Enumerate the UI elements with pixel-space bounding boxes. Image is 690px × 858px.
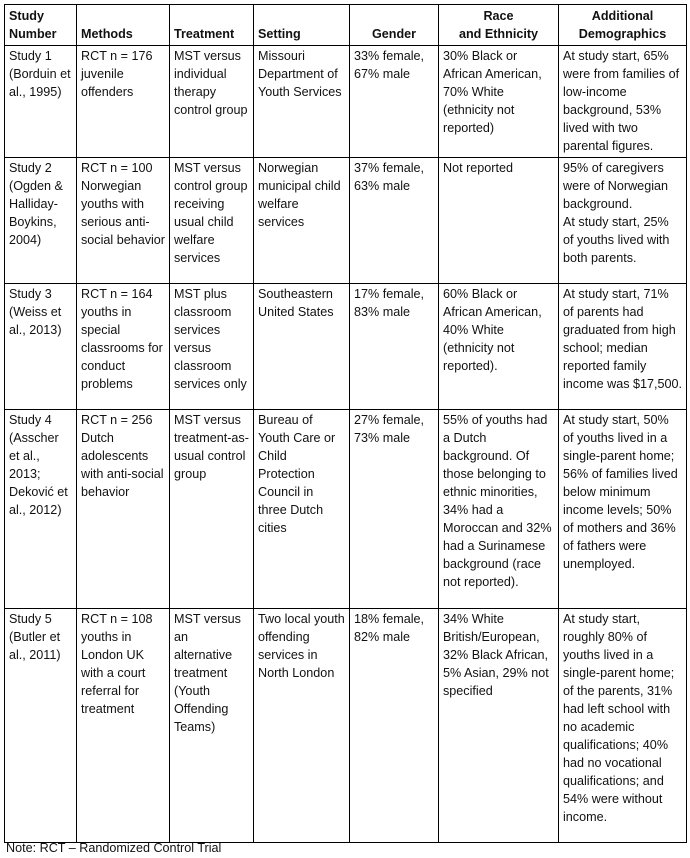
cell-treatment: MST versus an alternative treatment (Youth Offending Teams): [170, 609, 254, 843]
table-note: Note: RCT – Randomized Control Trial: [6, 841, 222, 855]
cell-additional: [559, 46, 687, 158]
cell-study: Study 3 (Weiss et al., 2013): [5, 284, 77, 410]
cell-treatment: MST plus classroom services versus classroom services only: [170, 284, 254, 410]
header-study-number-line2: Number: [9, 27, 57, 41]
table-row: [5, 609, 687, 843]
header-additional-line2: Demographics: [578, 27, 667, 41]
study-table: [4, 4, 687, 843]
header-race: [439, 5, 559, 46]
additional-paragraph: At study start, 50% of youths lived in a single-parent home; 56% of families lived below minimum income levels; 50% of mothers and 36% of fathers were unemployed.: [563, 413, 678, 571]
cell-setting: Southeastern United States: [254, 284, 350, 410]
cell-treatment: MST versus treatment-as-usual control group: [170, 410, 254, 609]
cell-gender: 18% female, 82% male: [350, 609, 439, 843]
cell-setting: Norwegian municipal child welfare services: [254, 158, 350, 284]
cell-additional: [559, 410, 687, 609]
table-row: [5, 158, 687, 284]
cell-race: Not reported: [439, 158, 559, 284]
header-row: [5, 5, 687, 46]
cell-race: 30% Black or African American, 70% White (ethnicity not reported): [439, 46, 559, 158]
cell-study: Study 2 (Ogden & Halliday-Boykins, 2004): [5, 158, 77, 284]
header-study-number: [5, 5, 77, 46]
cell-methods: RCT n = 108 youths in London UK with a court referral for treatment: [77, 609, 170, 843]
header-race-line2: and Ethnicity: [458, 27, 539, 41]
cell-additional: [559, 284, 687, 410]
cell-race: 55% of youths had a Dutch background. Of those belonging to ethnic minorities, 34% had a Moroccan and 32% had a Surinamese background (race not reported).: [439, 410, 559, 609]
table-row: [5, 46, 687, 158]
additional-paragraph: At study start, 25% of youths lived with both parents.: [563, 215, 670, 265]
cell-gender: 33% female, 67% male: [350, 46, 439, 158]
header-additional-line1: Additional: [591, 9, 654, 23]
header-setting: Setting: [254, 5, 350, 46]
cell-additional: [559, 609, 687, 843]
cell-study: Study 5 (Butler et al., 2011): [5, 609, 77, 843]
header-race-line1: Race: [483, 9, 514, 23]
additional-paragraph: At study start, 65% were from families of low-income background, 53% lived with two parental figures.: [563, 49, 680, 153]
additional-paragraph: 95% of caregivers were of Norwegian background.: [563, 161, 668, 211]
cell-setting: Two local youth offending services in North London: [254, 609, 350, 843]
cell-setting: Bureau of Youth Care or Child Protection Council in three Dutch cities: [254, 410, 350, 609]
cell-gender: 17% female, 83% male: [350, 284, 439, 410]
cell-methods: RCT n = 256 Dutch adolescents with anti-social behavior: [77, 410, 170, 609]
cell-study: Study 4 (Asscher et al., 2013; Deković et al., 2012): [5, 410, 77, 609]
cell-gender: 27% female, 73% male: [350, 410, 439, 609]
header-gender: Gender: [350, 5, 439, 46]
additional-paragraph: At study start, roughly 80% of youths lived in a single-parent home; of the parents, 31% had left school with no academic qualifications; 40% had no vocational qualifications; and 54% were without income.: [563, 612, 675, 824]
additional-paragraph: At study start, 71% of parents had graduated from high school; median reported family income was $17,500.: [563, 287, 683, 391]
table-row: [5, 284, 687, 410]
header-additional: [559, 5, 687, 46]
cell-additional: [559, 158, 687, 284]
cell-treatment: MST versus individual therapy control group: [170, 46, 254, 158]
cell-methods: RCT n = 176 juvenile offenders: [77, 46, 170, 158]
cell-methods: RCT n = 164 youths in special classrooms for conduct problems: [77, 284, 170, 410]
cell-race: 34% White British/European, 32% Black African, 5% Asian, 29% not specified: [439, 609, 559, 843]
header-study-number-line1: Study: [9, 9, 44, 23]
cell-study: Study 1 (Borduin et al., 1995): [5, 46, 77, 158]
cell-race: 60% Black or African American, 40% White (ethnicity not reported).: [439, 284, 559, 410]
cell-setting: Missouri Department of Youth Services: [254, 46, 350, 158]
header-treatment: Treatment: [170, 5, 254, 46]
cell-gender: 37% female, 63% male: [350, 158, 439, 284]
cell-treatment: MST versus control group receiving usual child welfare services: [170, 158, 254, 284]
header-methods: Methods: [77, 5, 170, 46]
cell-methods: RCT n = 100 Norwegian youths with serious anti-social behavior: [77, 158, 170, 284]
table-row: [5, 410, 687, 609]
